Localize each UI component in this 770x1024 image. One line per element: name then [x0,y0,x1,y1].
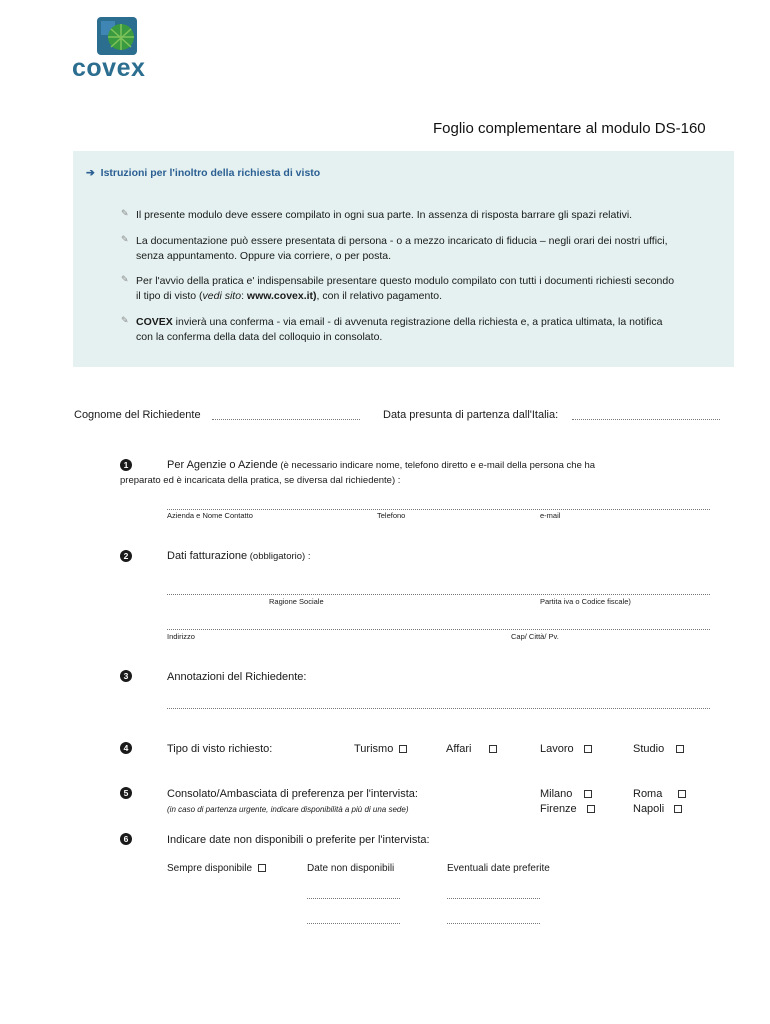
instruction-bullet-4: COVEX invierà una conferma - via email - di avvenuta registrazione della richiesta e, a pratica ultimata, la notifica con la conferma della data del colloquio in consolato. [136,316,663,343]
field-label: Ragione Sociale [269,597,324,606]
instruction-bullet-1: Il presente modulo deve essere compilato in ogni sua parte. In assenza di risposta barrare gli spazi relativi. [136,209,633,221]
bullet-icon: ✎ [121,208,129,218]
section-number-4: 4 [120,742,132,754]
unavailable-dates-label: Date non disponibili [307,863,395,874]
covex-logo [72,14,172,84]
bullet-icon: ✎ [121,315,129,325]
section2-title: Dati fatturazione (obbligatorio) : [167,550,311,562]
unavailable-date-field[interactable] [307,898,400,899]
checkbox[interactable] [399,745,407,753]
always-available-option[interactable]: Sempre disponibile [167,863,266,874]
billing-name-field[interactable] [167,594,710,595]
field-label: Telefono [377,511,406,520]
website-link[interactable]: www.covex.it) [246,289,317,302]
preferred-dates-label: Eventuali date preferite [447,863,550,874]
bullet-icon: ✎ [121,234,129,244]
unavailable-date-field[interactable] [307,923,400,924]
visa-type-studio[interactable]: Studio [633,743,684,755]
bullet-icon: ✎ [121,274,129,284]
field-label: Azienda e Nome Contatto [167,511,253,520]
notes-field[interactable] [167,708,710,709]
section1-title: Per Agenzie o Aziende (è necessario indicare nome, telefono diretto e e-mail della persona che ha [167,459,596,471]
instruction-bullet-3: Per l'avvio della pratica e' indispensabile presentare questo modulo compilato con tutti i documenti richiesti secondo il tipo di visto (vedi sito: www.covex.it), con il relativo pagamento. [136,275,675,302]
checkbox[interactable] [678,790,686,798]
agency-contact-field[interactable] [167,509,710,510]
departure-date-field[interactable] [572,419,720,420]
visa-type-turismo[interactable]: Turismo [354,743,407,755]
section5-title: Consolato/Ambasciata di preferenza per l'intervista: [167,788,418,800]
page-title: Foglio complementare al modulo DS-160 [433,120,706,137]
field-label: Cap/ Città/ Pv. [511,632,559,641]
checkbox[interactable] [584,745,592,753]
arrow-right-icon: ➔ [86,167,95,179]
preferred-date-field[interactable] [447,923,540,924]
section6-title: Indicare date non disponibili o preferite per l'intervista: [167,834,430,846]
preferred-date-field[interactable] [447,898,540,899]
field-label: Indirizzo [167,632,195,641]
surname-label: Cognome del Richiedente [74,409,201,421]
section-number-2: 2 [120,550,132,562]
section5-note: (in caso di partenza urgente, indicare disponibilità a più di una sede) [167,805,409,814]
section-number-3: 3 [120,670,132,682]
section-number-6: 6 [120,833,132,845]
field-label: e-mail [540,511,561,520]
consulate-milano[interactable]: Milano [540,788,592,800]
checkbox[interactable] [674,805,682,813]
surname-field[interactable] [212,419,360,420]
checkbox[interactable] [489,745,497,753]
checkbox[interactable] [258,864,266,872]
checkbox[interactable] [587,805,595,813]
visa-type-affari[interactable]: Affari [446,743,497,755]
checkbox[interactable] [584,790,592,798]
field-label: Partita iva o Codice fiscale) [540,597,631,606]
consulate-roma[interactable]: Roma [633,788,686,800]
departure-label: Data presunta di partenza dall'Italia: [383,409,559,421]
section3-title: Annotazioni del Richiedente: [167,671,307,683]
logo-text: covex [72,54,146,82]
instructions-heading: ➔ Istruzioni per l'inoltro della richiesta di visto [86,167,321,179]
section-number-1: 1 [120,459,132,471]
section4-title: Tipo di visto richiesto: [167,743,273,755]
globe-logo-icon [97,17,137,55]
consulate-napoli[interactable]: Napoli [633,803,682,815]
instruction-bullet-2: La documentazione può essere presentata di persona - o a mezzo incaricato di fiducia – negli orari dei nostri uffici, senza appuntamento. Oppure via corriere, o per posta. [136,235,668,262]
consulate-firenze[interactable]: Firenze [540,803,595,815]
billing-address-field[interactable] [167,629,710,630]
section1-note: preparato ed è incaricata della pratica, se diversa dal richiedente) : [120,475,401,486]
visa-type-lavoro[interactable]: Lavoro [540,743,592,755]
checkbox[interactable] [676,745,684,753]
section-number-5: 5 [120,787,132,799]
